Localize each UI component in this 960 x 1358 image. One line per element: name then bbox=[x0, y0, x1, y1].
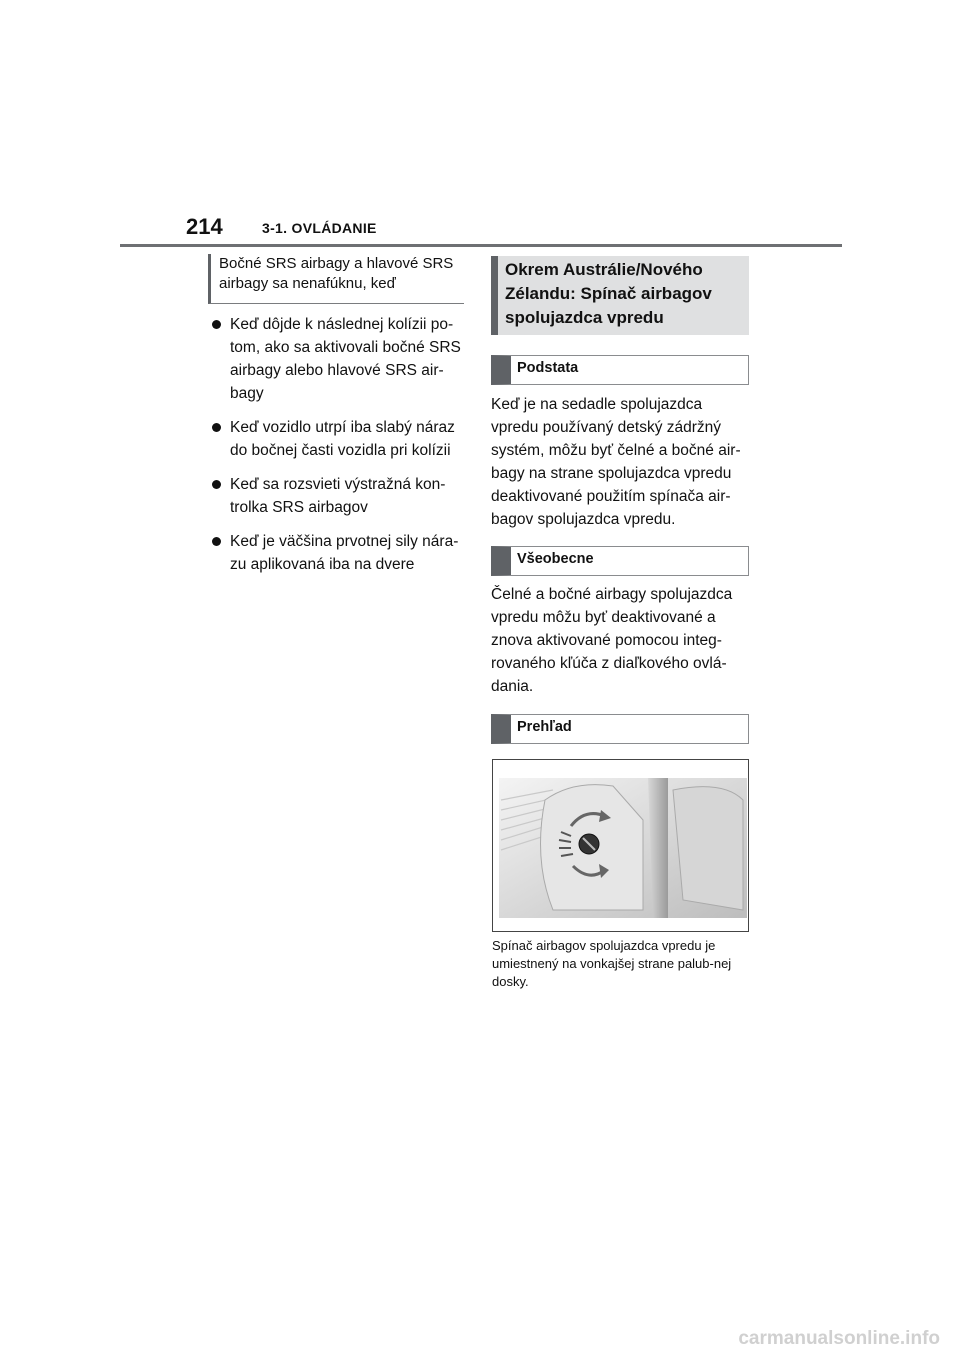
bullet-text: Keď dôjde k následnej kolízii po-tom, ako sa aktivovali bočné SRS airbagy alebo hlavové SRS air-bagy bbox=[230, 316, 461, 402]
bullet-text: Keď je väčšina prvotnej sily nára-zu aplikovaná iba na dvere bbox=[230, 533, 459, 573]
section-title: 3-1. OVLÁDANIE bbox=[262, 220, 377, 236]
list-item bbox=[210, 416, 472, 462]
list-item bbox=[210, 313, 472, 405]
figure-caption: Spínač airbagov spolujazdca vpredu je umiestnený na vonkajšej strane palub-nej dosky. bbox=[492, 938, 732, 989]
bullet-list bbox=[210, 313, 472, 587]
airbag-switch-figure bbox=[492, 759, 749, 932]
list-item bbox=[210, 530, 472, 576]
subheading-podstata: Podstata bbox=[491, 355, 749, 385]
subheading-vseobecne: Všeobecne bbox=[491, 546, 749, 576]
header-rule bbox=[120, 244, 842, 247]
page-number: 214 bbox=[186, 214, 223, 239]
lead-box: Bočné SRS airbagy a hlavové SRS airbagy sa nenafúknu, keď bbox=[208, 254, 464, 304]
main-heading: Okrem Austrálie/Nového Zélandu: Spínač airbagov spolujazdca vpredu bbox=[491, 256, 749, 335]
paragraph-vseobecne: Čelné a bočné airbagy spolujazdca vpredu môžu byť deaktivované a znova aktivované pomocou integ-rovaného kľúča z diaľkového ovlá-dania. bbox=[491, 586, 733, 695]
bullet-icon bbox=[212, 320, 221, 329]
subheading-prehlad: Prehľad bbox=[491, 714, 749, 744]
bullet-text: Keď vozidlo utrpí iba slabý náraz do bočnej časti vozidla pri kolízii bbox=[230, 419, 455, 459]
bullet-icon bbox=[212, 423, 221, 432]
bullet-text: Keď sa rozsvieti výstražná kon-trolka SRS airbagov bbox=[230, 476, 446, 516]
bullet-icon bbox=[212, 480, 221, 489]
list-item bbox=[210, 473, 472, 519]
paragraph-podstata: Keď je na sedadle spolujazdca vpredu používaný detský zádržný systém, môžu byť čelné a bočné air-bagy na strane spolujazdca vpredu deaktivované použitím spínača air-bagov spolujazdca vpredu. bbox=[491, 396, 741, 528]
bullet-icon bbox=[212, 537, 221, 546]
watermark: carmanualsonline.info bbox=[738, 1328, 940, 1349]
dashboard-illustration bbox=[493, 760, 748, 931]
